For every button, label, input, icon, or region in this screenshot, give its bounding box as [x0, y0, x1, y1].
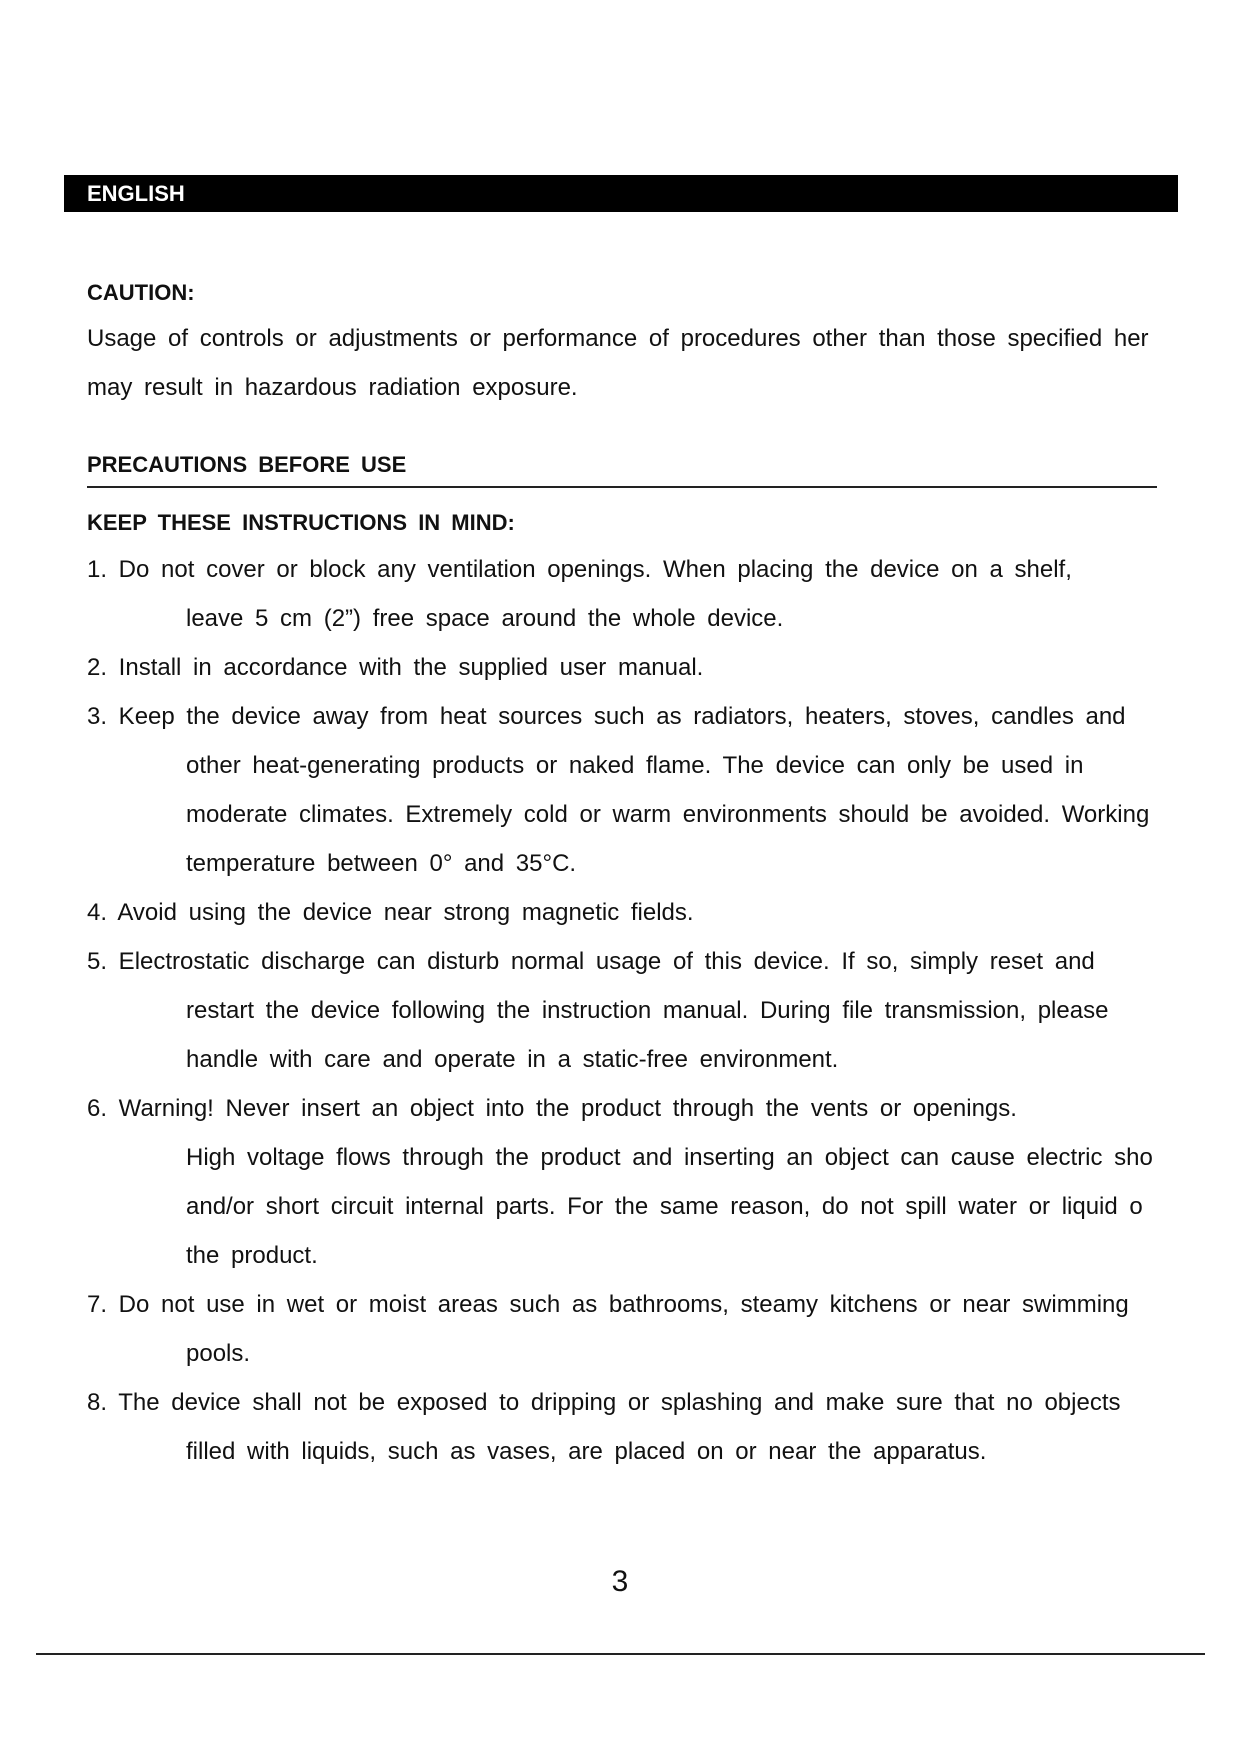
item-3-line-1: 3. Keep the device away from heat sources such as radiators, heaters, stoves, candles and [87, 703, 1126, 730]
instructions-subheading: KEEP THESE INSTRUCTIONS IN MIND: [87, 510, 515, 535]
item-2-line-1: 2. Install in accordance with the supplied user manual. [87, 654, 704, 681]
item-5-line-1: 5. Electrostatic discharge can disturb normal usage of this device. If so, simply reset and [87, 948, 1095, 975]
language-header: ENGLISH [64, 175, 1178, 212]
item-8-line-2: filled with liquids, such as vases, are placed on or near the apparatus. [186, 1438, 987, 1465]
item-3-line-3: moderate climates. Extremely cold or warm environments should be avoided. Working [186, 801, 1150, 828]
item-1-line-1: 1. Do not cover or block any ventilation openings. When placing the device on a shelf, [87, 556, 1072, 583]
item-5-line-3: handle with care and operate in a static-free environment. [186, 1046, 839, 1073]
item-4-line-1: 4. Avoid using the device near strong magnetic fields. [87, 899, 694, 926]
footer-divider [36, 1653, 1205, 1655]
item-3-line-4: temperature between 0° and 35°C. [186, 850, 577, 877]
caution-title: CAUTION: [87, 280, 195, 305]
item-7-line-2: pools. [186, 1340, 251, 1367]
item-3-line-2: other heat-generating products or naked flame. The device can only be used in [186, 752, 1084, 779]
caution-text-line-2: may result in hazardous radiation exposure. [87, 374, 578, 401]
precautions-heading: PRECAUTIONS BEFORE USE [87, 452, 407, 477]
item-6-line-4: the product. [186, 1242, 318, 1269]
caution-text-line-1: Usage of controls or adjustments or performance of procedures other than those specified her [87, 325, 1149, 352]
item-6-line-1: 6. Warning! Never insert an object into the product through the vents or openings. [87, 1095, 1017, 1122]
item-6-line-2: High voltage flows through the product and inserting an object can cause electric sho [186, 1144, 1153, 1171]
item-6-line-3: and/or short circuit internal parts. For the same reason, do not spill water or liquid o [186, 1193, 1143, 1220]
item-8-line-1: 8. The device shall not be exposed to dripping or splashing and make sure that no objects [87, 1389, 1121, 1416]
item-7-line-1: 7. Do not use in wet or moist areas such as bathrooms, steamy kitchens or near swimming [87, 1291, 1129, 1318]
item-5-line-2: restart the device following the instruction manual. During file transmission, please [186, 997, 1109, 1024]
heading-divider [87, 486, 1157, 488]
page-number: 3 [611, 1565, 629, 1598]
item-1-line-2: leave 5 cm (2”) free space around the whole device. [186, 605, 784, 632]
